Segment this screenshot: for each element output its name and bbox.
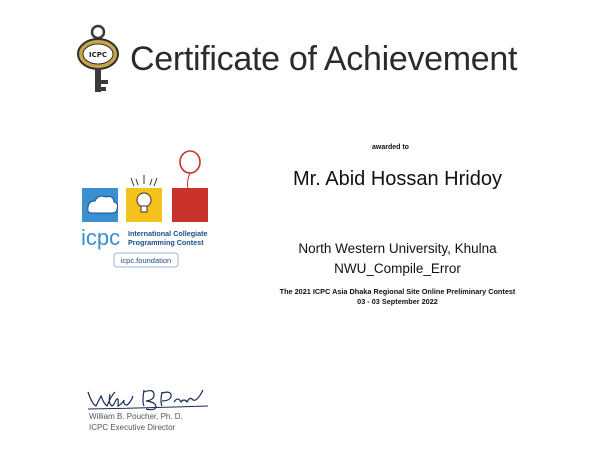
signature-image xyxy=(86,384,210,412)
certificate-title: Certificate of Achievement xyxy=(130,40,518,78)
emblem-letters: ICPC xyxy=(88,51,108,59)
contest-name: The 2021 ICPC Asia Dhaka Regional Site Online Preliminary Contest xyxy=(279,287,516,296)
signatory-name: William B. Poucher, Ph. D. xyxy=(89,412,183,421)
icpc-logo xyxy=(76,150,226,270)
lightbulb-icon xyxy=(137,193,151,207)
icpc-wordmark: icpc xyxy=(81,225,121,250)
balloon-icon xyxy=(180,151,200,173)
contest-dates: 03 - 03 September 2022 xyxy=(357,297,438,306)
recipient-name: Mr. Abid Hossan Hridoy xyxy=(293,168,502,190)
signatory-role: ICPC Executive Director xyxy=(89,423,176,432)
team-name: NWU_Compile_Error xyxy=(334,261,461,276)
icpc-line2: Programming Contest xyxy=(128,238,204,247)
icpc-key-emblem-icon xyxy=(76,24,120,98)
icpc-line1: International Collegiate xyxy=(128,229,208,238)
foundation-label: icpc.foundation xyxy=(120,256,172,265)
awarded-to-label: awarded to xyxy=(372,144,409,151)
university-name: North Western University, Khulna xyxy=(298,241,497,256)
